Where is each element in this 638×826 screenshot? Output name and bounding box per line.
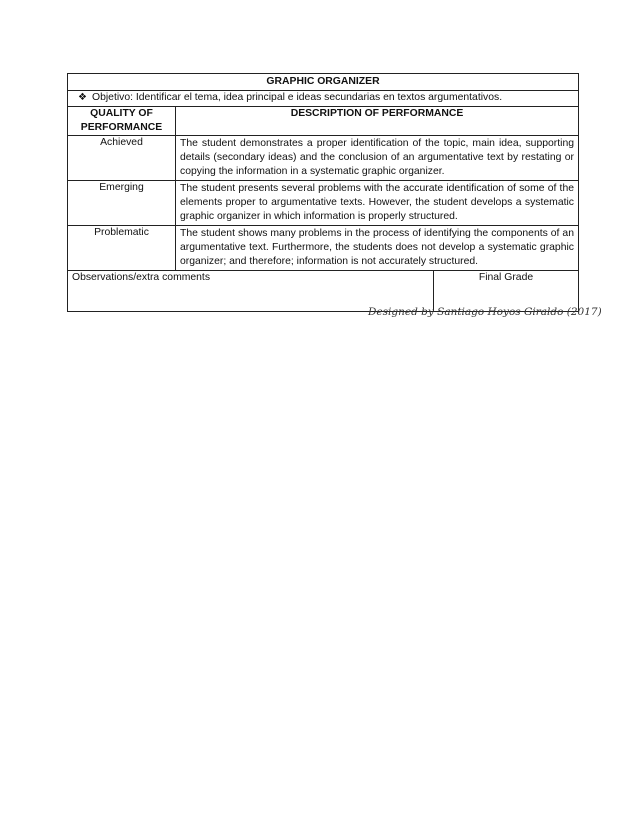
graphic-organizer-table — [67, 73, 579, 312]
description-problematic: The student shows many problems in the process of identifying the components of an argumentative text. Furthermore, the students does not develop a systematic graphic organizer; and therefore; information is not accurately structured. — [176, 226, 579, 271]
header-row — [68, 107, 579, 136]
table-title: GRAPHIC ORGANIZER — [68, 74, 579, 91]
quality-problematic: Problematic — [68, 226, 176, 271]
quality-header: QUALITY OF PERFORMANCE — [68, 107, 176, 136]
quality-emerging: Emerging — [68, 181, 176, 226]
description-emerging: The student presents several problems with the accurate identification of some of the elements proper to argumentative texts. However, the student develops a systematic graphic organizer in which information is properly structured. — [176, 181, 579, 226]
title-row — [68, 74, 579, 91]
table-row — [68, 136, 579, 181]
table-row — [68, 181, 579, 226]
observations-cell: Observations/extra comments — [68, 271, 434, 312]
description-achieved: The student demonstrates a proper identification of the topic, main idea, supporting details (secondary ideas) and the conclusion of an argumentative text by restating or copying the information in a systematic graphic organizer. — [176, 136, 579, 181]
final-grade-cell: Final Grade — [434, 271, 579, 312]
objective-cell — [68, 91, 579, 107]
diamond-bullet-icon: ❖ — [78, 92, 87, 103]
designer-credit: Designed by Santiago Hoyos Giraldo (2017) — [368, 306, 602, 318]
objective-row — [68, 91, 579, 107]
table-row — [68, 226, 579, 271]
description-header: DESCRIPTION OF PERFORMANCE — [176, 107, 579, 136]
quality-achieved: Achieved — [68, 136, 176, 181]
objective-text: Objetivo: Identificar el tema, idea principal e ideas secundarias en textos argumentativos. — [92, 92, 503, 103]
